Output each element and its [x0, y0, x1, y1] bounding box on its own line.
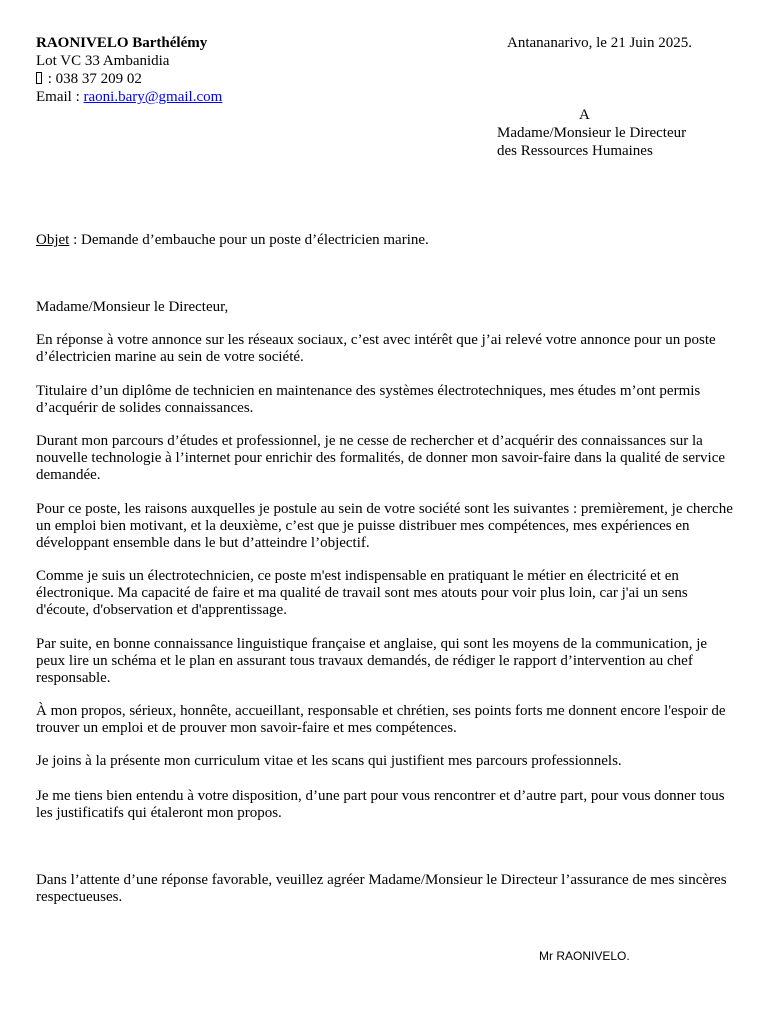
body-paragraph-2: Titulaire d’un diplôme de technicien en maintenance des systèmes électrotechniques, mes études m’ont permis d’acquérir de solides connaissances. [36, 383, 701, 416]
recipient-a: A [579, 107, 590, 123]
body-paragraph-9: Je me tiens bien entendu à votre disposition, d’une part pour vous rencontrer et d’autre part, pour vous donner tous les justificatifs qui étaleront mon propos. [36, 788, 725, 821]
email-link[interactable]: raoni.bary@gmail.com [83, 89, 223, 105]
sender-phone: : 038 37 209 02 [44, 71, 142, 87]
subject-text: : Demande d’embauche pour un poste d’électricien marine. [69, 232, 429, 248]
place-date: Antananarivo, le 21 Juin 2025. [507, 35, 692, 51]
body-paragraph-7: À mon propos, sérieux, honnête, accueillant, responsable et chrétien, ses points forts me donnent encore l'espoir de trouver un emploi et de prouver mon savoir-faire et mes compétences. [36, 703, 726, 736]
sender-email-line [36, 88, 222, 106]
subject-line [36, 231, 429, 249]
sender-phone-line [36, 70, 142, 88]
recipient-line1: Madame/Monsieur le Directeur [497, 125, 687, 141]
salutation: Madame/Monsieur le Directeur, [36, 299, 229, 315]
sender-address: Lot VC 33 Ambanidia [36, 53, 170, 69]
body-paragraph-8: Je joins à la présente mon curriculum vitae et les scans qui justifient mes parcours professionnels. [36, 753, 622, 769]
body-paragraph-6: Par suite, en bonne connaissance linguistique française et anglaise, qui sont les moyens de la communication, je peux lire un schéma et le plan en assurant tous travaux demandés, de rédiger le rapport d’intervention au chef responsable. [36, 636, 708, 686]
closing-paragraph: Dans l’attente d’une réponse favorable, veuillez agréer Madame/Monsieur le Directeur l’assurance de mes sincères respectueuses. [36, 872, 727, 905]
recipient-line2: des Ressources Humaines [497, 143, 653, 159]
body-paragraph-3: Durant mon parcours d’études et professionnel, je ne cesse de rechercher et d’acquérir des connaissances sur la nouvelle technologie à l’internet pour enrichir des formalités, de donner mon savoir-faire dans la qualité de service demandée. [36, 433, 726, 483]
subject-label: Objet [36, 232, 70, 248]
phone-icon [36, 72, 42, 84]
body-paragraph-4: Pour ce poste, les raisons auxquelles je postule au sein de votre société sont les suivantes : premièrement, je cherche un emploi bien motivant, et la deuxième, c’est que je puisse distribuer mes compétences, mes expériences en développant ensemble dans le but d’atteindre l’objectif. [36, 501, 733, 551]
sender-name: RAONIVELO Barthélémy [36, 35, 208, 51]
email-label: Email : [36, 89, 84, 105]
body-paragraph-5: Comme je suis un électrotechnicien, ce poste m'est indispensable en pratiquant le métier en électricité et en électronique. Ma capacité de faire et ma qualité de travail sont mes atouts pour voir plus loin, car j'ai un sens d'écoute, d'observation et d'apprentissage. [36, 568, 688, 618]
body-paragraph-1: En réponse à votre annonce sur les réseaux sociaux, c’est avec intérêt que j’ai relevé votre annonce pour un poste d’électricien marine au sein de votre société. [36, 332, 716, 365]
signature: Mr RAONIVELO. [539, 949, 630, 963]
